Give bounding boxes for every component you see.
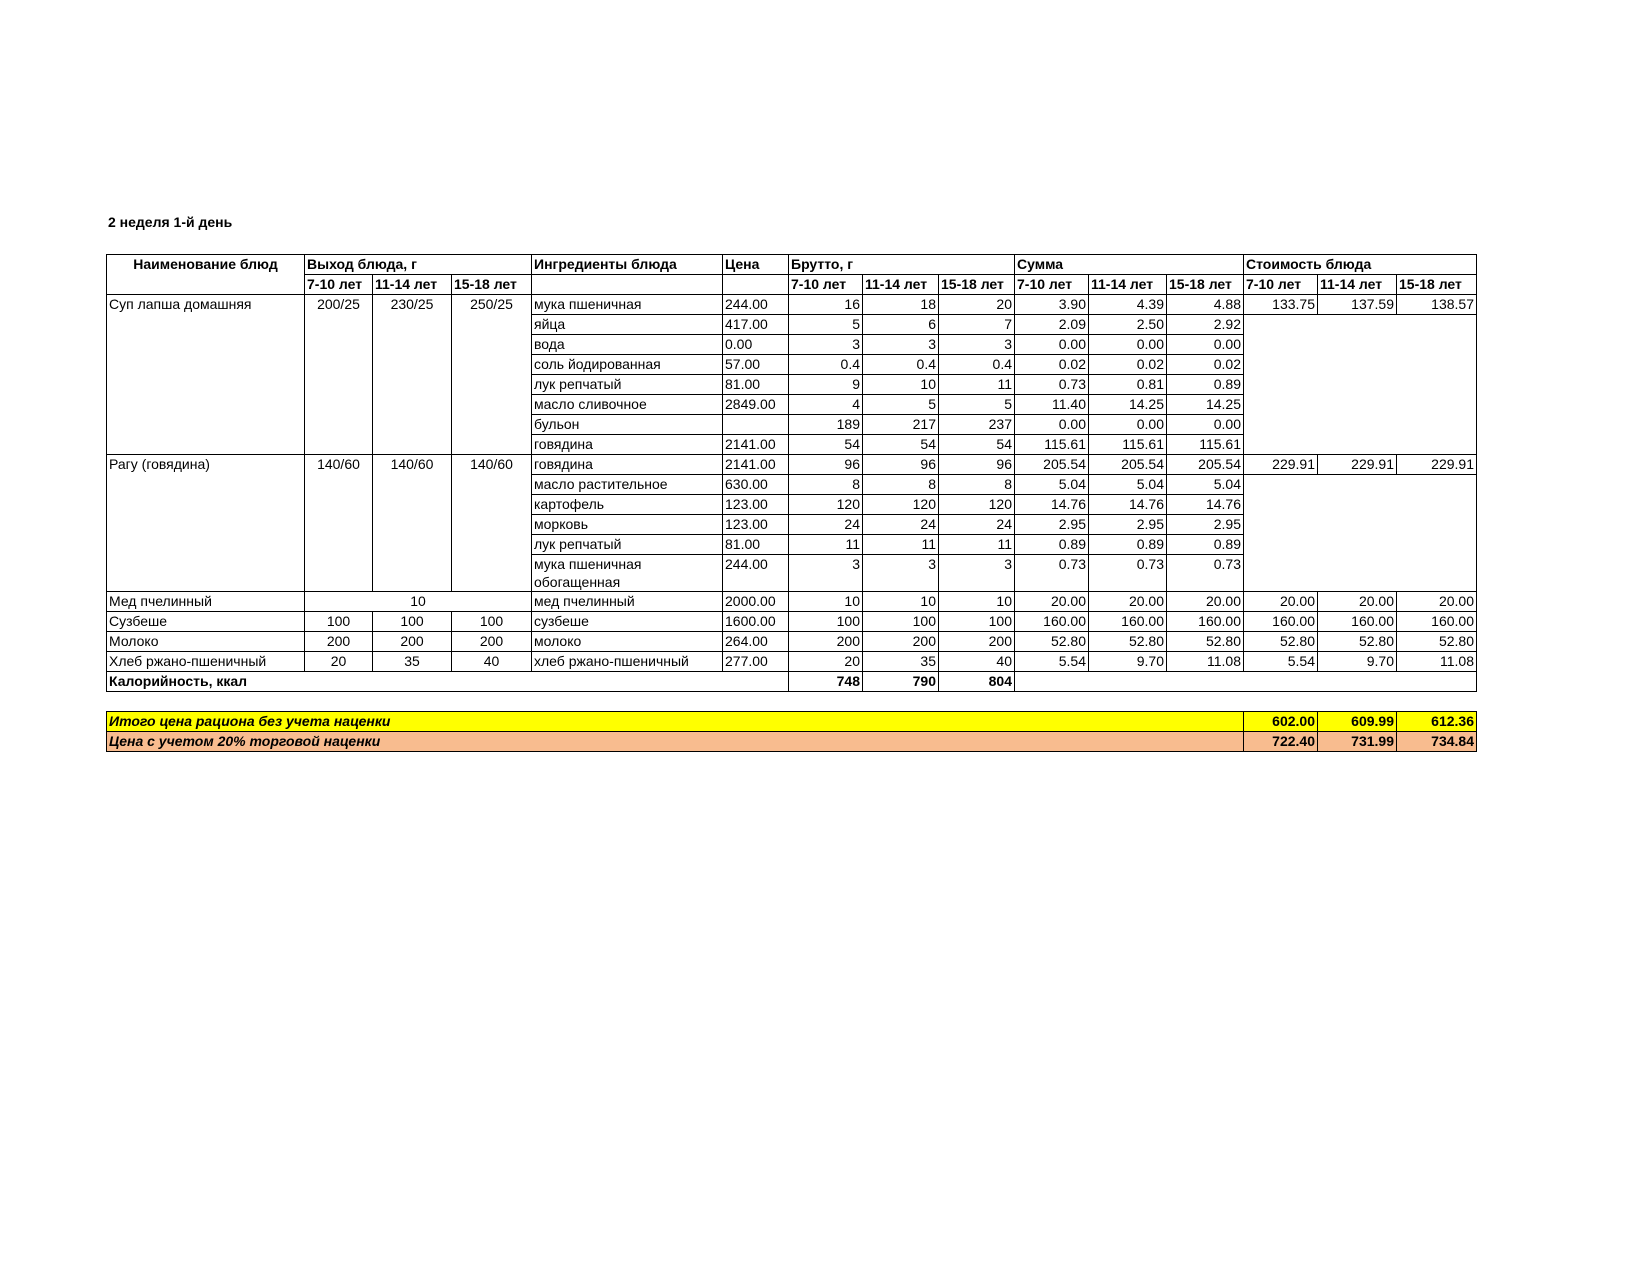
ingredient-brutto: 8 (863, 475, 939, 495)
ingredient-price: 0.00 (723, 335, 789, 355)
ingredient-price: 1600.00 (723, 612, 789, 632)
dish-cost: 11.08 (1397, 652, 1477, 672)
total-value: 602.00 (1244, 712, 1318, 732)
ingredient-brutto: 3 (789, 335, 863, 355)
total-value: 612.36 (1397, 712, 1477, 732)
dish-cost: 5.54 (1244, 652, 1318, 672)
col-header-sum: Сумма (1015, 255, 1244, 275)
ingredient-sum: 2.95 (1089, 515, 1167, 535)
dish-output: 140/60 (305, 455, 373, 592)
ingredient-price: 2141.00 (723, 455, 789, 475)
ingredient-price: 123.00 (723, 495, 789, 515)
ingredient-price: 81.00 (723, 375, 789, 395)
ingredient-sum: 5.04 (1015, 475, 1089, 495)
ingredient-sum: 52.80 (1167, 632, 1244, 652)
ingredient-brutto: 3 (939, 335, 1015, 355)
table-row (107, 592, 1477, 612)
ingredient-sum: 0.02 (1089, 355, 1167, 375)
ingredient-price: 244.00 (723, 295, 789, 315)
ingredient-sum: 0.89 (1015, 535, 1089, 555)
table-row (107, 612, 1477, 632)
dish-cost: 160.00 (1318, 612, 1397, 632)
ingredient-sum: 0.89 (1089, 535, 1167, 555)
total-row (107, 712, 1477, 732)
ingredient-sum: 0.89 (1167, 535, 1244, 555)
age-header: 11-14 лет (1318, 275, 1397, 295)
dish-output: 100 (305, 612, 373, 632)
ingredient-sum: 205.54 (1167, 455, 1244, 475)
ingredient-sum: 5.04 (1089, 475, 1167, 495)
dish-cost: 52.80 (1397, 632, 1477, 652)
ingredient-brutto: 10 (939, 592, 1015, 612)
ingredient-sum: 2.95 (1167, 515, 1244, 535)
ingredient-sum: 5.54 (1015, 652, 1089, 672)
ingredient-sum: 0.00 (1089, 415, 1167, 435)
dish-cost: 9.70 (1318, 652, 1397, 672)
ingredient-price: 244.00 (723, 555, 789, 592)
col-header-brutto: Брутто, г (789, 255, 1015, 275)
ingredient-sum: 2.50 (1089, 315, 1167, 335)
dish-cost: 160.00 (1397, 612, 1477, 632)
table-row (107, 632, 1477, 652)
ingredient-price: 2000.00 (723, 592, 789, 612)
ingredient-sum: 0.89 (1167, 375, 1244, 395)
age-header: 15-18 лет (939, 275, 1015, 295)
dish-output: 140/60 (452, 455, 532, 592)
ingredient-brutto: 24 (863, 515, 939, 535)
ingredient-brutto: 200 (863, 632, 939, 652)
ingredient-brutto: 96 (863, 455, 939, 475)
menu-table (106, 254, 1477, 752)
ingredient-sum: 20.00 (1167, 592, 1244, 612)
dish-cost: 52.80 (1318, 632, 1397, 652)
dish-output: 35 (373, 652, 452, 672)
ingredient-sum: 160.00 (1089, 612, 1167, 632)
dish-cost: 229.91 (1318, 455, 1397, 475)
dish-output: 100 (452, 612, 532, 632)
ingredient-brutto: 40 (939, 652, 1015, 672)
col-header-dish-name: Наименование блюд (107, 255, 305, 295)
calories-label: Калорийность, ккал (107, 672, 789, 692)
ingredient-brutto: 120 (789, 495, 863, 515)
total-value: 722.40 (1244, 732, 1318, 752)
age-header: 11-14 лет (373, 275, 452, 295)
ingredient-brutto: 0.4 (789, 355, 863, 375)
ingredient-brutto: 0.4 (939, 355, 1015, 375)
ingredient-brutto: 5 (789, 315, 863, 335)
ingredient-brutto: 0.4 (863, 355, 939, 375)
ingredient-sum: 0.73 (1015, 555, 1089, 592)
ingredient-name: масло сливочное (532, 395, 723, 415)
spacer (107, 692, 1477, 712)
ingredient-sum: 160.00 (1015, 612, 1089, 632)
ingredient-brutto: 11 (789, 535, 863, 555)
total-value: 734.84 (1397, 732, 1477, 752)
ingredient-brutto: 100 (789, 612, 863, 632)
ingredient-name: говядина (532, 455, 723, 475)
ingredient-sum: 52.80 (1089, 632, 1167, 652)
dish-output: 200 (452, 632, 532, 652)
ingredient-sum: 11.40 (1015, 395, 1089, 415)
ingredient-sum: 14.76 (1167, 495, 1244, 515)
ingredient-name: мед пчелинный (532, 592, 723, 612)
dish-output: 100 (373, 612, 452, 632)
ingredient-sum: 205.54 (1089, 455, 1167, 475)
dish-output: 200 (373, 632, 452, 652)
ingredient-brutto: 10 (863, 375, 939, 395)
ingredient-brutto: 3 (789, 555, 863, 592)
ingredient-brutto: 11 (939, 375, 1015, 395)
dish-cost: 137.59 (1318, 295, 1397, 315)
spacer-row (107, 692, 1477, 712)
ingredient-sum: 20.00 (1089, 592, 1167, 612)
ingredient-brutto: 100 (939, 612, 1015, 632)
dish-name: Молоко (107, 632, 305, 652)
col-header-price: Цена (723, 255, 789, 275)
ingredient-name: лук репчатый (532, 375, 723, 395)
page-title: 2 неделя 1-й день (108, 214, 233, 230)
ingredient-brutto: 3 (939, 555, 1015, 592)
empty-cost-block (1244, 315, 1477, 455)
age-header: 15-18 лет (452, 275, 532, 295)
ingredient-price: 81.00 (723, 535, 789, 555)
ingredient-sum: 0.73 (1015, 375, 1089, 395)
col-header-cost: Стоимость блюда (1244, 255, 1477, 275)
empty-cell (723, 275, 789, 295)
ingredient-brutto: 24 (939, 515, 1015, 535)
ingredient-sum: 14.25 (1089, 395, 1167, 415)
ingredient-sum: 115.61 (1015, 435, 1089, 455)
age-header: 7-10 лет (1244, 275, 1318, 295)
ingredient-brutto: 11 (939, 535, 1015, 555)
empty-cell (1015, 672, 1477, 692)
ingredient-name: лук репчатый (532, 535, 723, 555)
ingredient-price: 417.00 (723, 315, 789, 335)
total-label: Итого цена рациона без учета наценки (107, 712, 1244, 732)
dish-output: 230/25 (373, 295, 452, 455)
ingredient-sum: 9.70 (1089, 652, 1167, 672)
ingredient-brutto: 10 (863, 592, 939, 612)
ingredient-brutto: 8 (939, 475, 1015, 495)
ingredient-sum: 4.39 (1089, 295, 1167, 315)
ingredient-sum: 2.92 (1167, 315, 1244, 335)
ingredient-price: 123.00 (723, 515, 789, 535)
table-row (107, 295, 1477, 315)
ingredient-sum: 0.73 (1167, 555, 1244, 592)
dish-name: Мед пчелинный (107, 592, 305, 612)
ingredient-name: бульон (532, 415, 723, 435)
ingredient-price: 2849.00 (723, 395, 789, 415)
dish-name: Рагу (говядина) (107, 455, 305, 592)
ingredient-brutto: 8 (789, 475, 863, 495)
dish-output: 200 (305, 632, 373, 652)
dish-cost: 229.91 (1244, 455, 1318, 475)
ingredient-sum: 0.00 (1089, 335, 1167, 355)
dish-output: 20 (305, 652, 373, 672)
ingredient-sum: 115.61 (1167, 435, 1244, 455)
dish-name: Суп лапша домашняя (107, 295, 305, 455)
total-markup-row (107, 732, 1477, 752)
dish-cost: 52.80 (1244, 632, 1318, 652)
dish-cost: 20.00 (1397, 592, 1477, 612)
ingredient-brutto: 54 (939, 435, 1015, 455)
ingredient-brutto: 54 (789, 435, 863, 455)
ingredient-sum: 160.00 (1167, 612, 1244, 632)
dish-cost: 20.00 (1318, 592, 1397, 612)
ingredient-sum: 4.88 (1167, 295, 1244, 315)
ingredient-brutto: 11 (863, 535, 939, 555)
ingredient-brutto: 3 (863, 555, 939, 592)
age-header: 15-18 лет (1167, 275, 1244, 295)
ingredient-name: вода (532, 335, 723, 355)
ingredient-brutto: 237 (939, 415, 1015, 435)
ingredient-brutto: 200 (939, 632, 1015, 652)
header-row-1 (107, 255, 1477, 275)
ingredient-brutto: 18 (863, 295, 939, 315)
table-row (107, 652, 1477, 672)
ingredient-name: молоко (532, 632, 723, 652)
ingredient-name: мука пшеничная (532, 295, 723, 315)
ingredient-brutto: 10 (789, 592, 863, 612)
dish-cost: 229.91 (1397, 455, 1477, 475)
ingredient-brutto: 6 (863, 315, 939, 335)
dish-cost: 160.00 (1244, 612, 1318, 632)
ingredient-name: сузбеше (532, 612, 723, 632)
ingredient-brutto: 96 (789, 455, 863, 475)
dish-cost: 138.57 (1397, 295, 1477, 315)
total-value: 609.99 (1318, 712, 1397, 732)
ingredient-brutto: 96 (939, 455, 1015, 475)
age-header: 7-10 лет (1015, 275, 1089, 295)
ingredient-brutto: 9 (789, 375, 863, 395)
dish-output: 140/60 (373, 455, 452, 592)
ingredient-sum: 115.61 (1089, 435, 1167, 455)
ingredient-sum: 0.00 (1167, 335, 1244, 355)
table-row (107, 455, 1477, 475)
ingredient-brutto: 189 (789, 415, 863, 435)
age-header: 15-18 лет (1397, 275, 1477, 295)
ingredient-name: хлеб ржано-пшеничный (532, 652, 723, 672)
ingredient-sum: 11.08 (1167, 652, 1244, 672)
ingredient-sum: 20.00 (1015, 592, 1089, 612)
total-value: 731.99 (1318, 732, 1397, 752)
ingredient-sum: 52.80 (1015, 632, 1089, 652)
ingredient-name: масло растительное (532, 475, 723, 495)
dish-name: Сузбеше (107, 612, 305, 632)
ingredient-price (723, 415, 789, 435)
ingredient-brutto: 200 (789, 632, 863, 652)
ingredient-sum: 14.25 (1167, 395, 1244, 415)
ingredient-brutto: 120 (863, 495, 939, 515)
ingredient-name: соль йодированная (532, 355, 723, 375)
ingredient-sum: 14.76 (1089, 495, 1167, 515)
ingredient-sum: 2.95 (1015, 515, 1089, 535)
calories-value: 804 (939, 672, 1015, 692)
age-header: 11-14 лет (1089, 275, 1167, 295)
empty-cost-block (1244, 475, 1477, 592)
age-header: 7-10 лет (305, 275, 373, 295)
ingredient-name: морковь (532, 515, 723, 535)
ingredient-name: мука пшеничная обогащенная (532, 555, 723, 592)
ingredient-sum: 0.00 (1015, 415, 1089, 435)
ingredient-sum: 205.54 (1015, 455, 1089, 475)
ingredient-brutto: 100 (863, 612, 939, 632)
calories-value: 748 (789, 672, 863, 692)
calories-row (107, 672, 1477, 692)
dish-output: 200/25 (305, 295, 373, 455)
ingredient-brutto: 24 (789, 515, 863, 535)
ingredient-sum: 2.09 (1015, 315, 1089, 335)
ingredient-sum: 0.73 (1089, 555, 1167, 592)
ingredient-name: картофель (532, 495, 723, 515)
ingredient-brutto: 120 (939, 495, 1015, 515)
ingredient-brutto: 20 (939, 295, 1015, 315)
ingredient-brutto: 35 (863, 652, 939, 672)
dish-output: 10 (305, 592, 532, 612)
ingredient-brutto: 54 (863, 435, 939, 455)
ingredient-price: 264.00 (723, 632, 789, 652)
ingredient-brutto: 5 (939, 395, 1015, 415)
ingredient-sum: 0.02 (1167, 355, 1244, 375)
ingredient-brutto: 217 (863, 415, 939, 435)
col-header-output: Выход блюда, г (305, 255, 532, 275)
dish-output: 250/25 (452, 295, 532, 455)
col-header-ingredients: Ингредиенты блюда (532, 255, 723, 275)
calories-value: 790 (863, 672, 939, 692)
ingredient-brutto: 3 (863, 335, 939, 355)
ingredient-name: яйца (532, 315, 723, 335)
menu-table-body (107, 255, 1477, 752)
ingredient-price: 2141.00 (723, 435, 789, 455)
ingredient-price: 277.00 (723, 652, 789, 672)
ingredient-brutto: 7 (939, 315, 1015, 335)
age-header: 7-10 лет (789, 275, 863, 295)
ingredient-sum: 0.02 (1015, 355, 1089, 375)
ingredient-sum: 14.76 (1015, 495, 1089, 515)
header-row-2 (107, 275, 1477, 295)
age-header: 11-14 лет (863, 275, 939, 295)
ingredient-brutto: 5 (863, 395, 939, 415)
ingredient-price: 57.00 (723, 355, 789, 375)
ingredient-brutto: 4 (789, 395, 863, 415)
dish-cost: 133.75 (1244, 295, 1318, 315)
ingredient-sum: 5.04 (1167, 475, 1244, 495)
dish-output: 40 (452, 652, 532, 672)
ingredient-sum: 3.90 (1015, 295, 1089, 315)
ingredient-name: говядина (532, 435, 723, 455)
ingredient-sum: 0.00 (1167, 415, 1244, 435)
ingredient-sum: 0.81 (1089, 375, 1167, 395)
ingredient-price: 630.00 (723, 475, 789, 495)
dish-cost: 20.00 (1244, 592, 1318, 612)
ingredient-sum: 0.00 (1015, 335, 1089, 355)
dish-name: Хлеб ржано-пшеничный (107, 652, 305, 672)
total-label: Цена с учетом 20% торговой наценки (107, 732, 1244, 752)
empty-cell (532, 275, 723, 295)
ingredient-brutto: 20 (789, 652, 863, 672)
ingredient-brutto: 16 (789, 295, 863, 315)
